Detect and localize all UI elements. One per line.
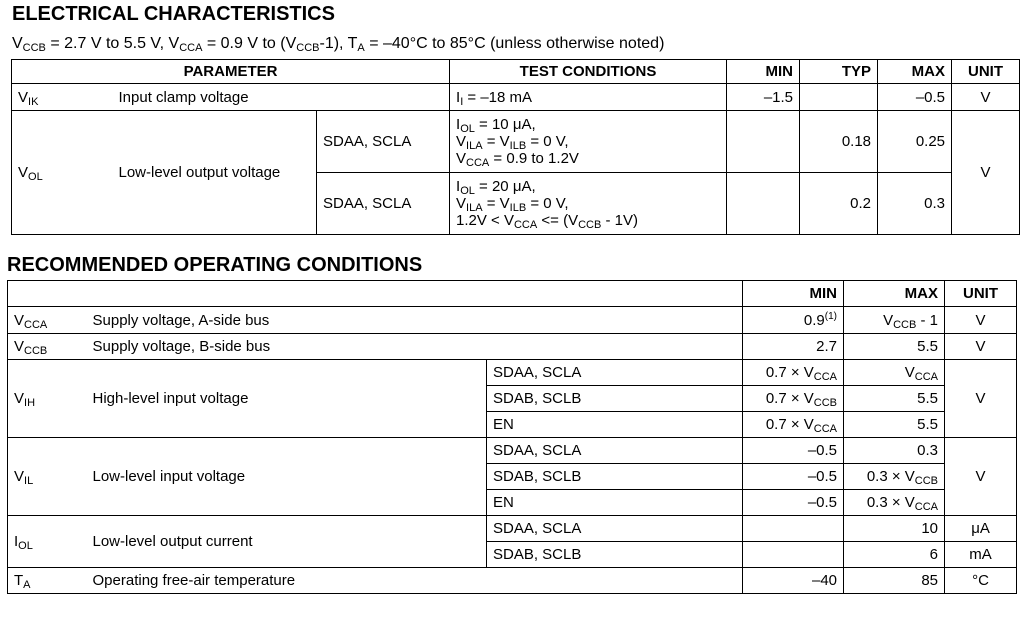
symbol-vih: $V_{IH}$ — [8, 360, 87, 438]
pins: SDAA, SCLA — [317, 173, 450, 235]
footnote-ref: (1) — [824, 310, 838, 322]
min-header: MIN — [727, 60, 800, 84]
min-value: –0.5 — [743, 464, 844, 490]
unit-value: V — [945, 438, 1017, 516]
max-value: 5.5 — [844, 334, 945, 360]
typ-value — [800, 84, 878, 111]
symbol-vik: $V_{IK}$ — [12, 84, 113, 111]
min-header: MIN — [743, 281, 844, 307]
min-value: 2.7 — [743, 334, 844, 360]
description: Low-level output voltage — [113, 111, 317, 235]
table-row-vih-1 — [8, 360, 1017, 386]
pins: EN — [487, 412, 743, 438]
table-row-vik — [12, 84, 1020, 111]
description: High-level input voltage — [87, 360, 487, 438]
typ-header: TYP — [800, 60, 878, 84]
pins: SDAB, SCLB — [487, 542, 743, 568]
pins: SDAB, SCLB — [487, 386, 743, 412]
test-condition: $I_{OL} = 20$ μA, $V_{ILA} = V_{ILB} = 0$ V, $1.2V < V_{CCA} <= (V_{CCB} - 1V)$ — [450, 173, 727, 235]
electrical-characteristics-title: ELECTRICAL CHARACTERISTICS — [12, 3, 335, 25]
symbol-iol: $I_{OL}$ — [8, 516, 87, 568]
test-condition: $I_I = -18$ mA — [450, 84, 727, 111]
header-row — [8, 281, 1017, 307]
table-row-iol-1 — [8, 516, 1017, 542]
min-value: $0.7 \times V_{CCB}$ — [743, 386, 844, 412]
typ-value: 0.2 — [800, 173, 878, 235]
unit-header: UNIT — [945, 281, 1017, 307]
table-row-vcca — [8, 307, 1017, 334]
unit-value: mA — [945, 542, 1017, 568]
min-value: –0.5 — [743, 438, 844, 464]
min-value: $0.7 \times V_{CCA}$ — [743, 412, 844, 438]
recommended-operating-conditions-table — [7, 280, 1017, 594]
max-header: MAX — [844, 281, 945, 307]
min-value: $0.7 \times V_{CCA}$ — [743, 360, 844, 386]
unit-value: V — [945, 334, 1017, 360]
max-value: 5.5 — [844, 412, 945, 438]
description: Low-level input voltage — [87, 438, 487, 516]
min-value — [743, 516, 844, 542]
max-value: 10 — [844, 516, 945, 542]
pins: EN — [487, 490, 743, 516]
table-row-vil-1 — [8, 438, 1017, 464]
max-value: –0.5 — [878, 84, 952, 111]
unit-value: μA — [945, 516, 1017, 542]
min-value: –0.5 — [743, 490, 844, 516]
test-conditions-note: $V_{CCB} = 2.7$ V to 5.5 V, $V_{CCA} = 0.9$ V to $(V_{CCB}-1)$, $T_A = -40^\circ C$ to 85°C (unless otherwise noted) — [12, 35, 665, 54]
unit-value: V — [945, 307, 1017, 334]
max-value: $V_{CCB} - 1$ — [844, 307, 945, 334]
table-row-ta — [8, 568, 1017, 594]
pins: SDAA, SCLA — [487, 438, 743, 464]
description: Supply voltage, A-side bus — [87, 307, 743, 334]
symbol-vil: $V_{IL}$ — [8, 438, 87, 516]
max-value: $V_{CCA}$ — [844, 360, 945, 386]
pins: SDAB, SCLB — [487, 464, 743, 490]
min-value: –1.5 — [727, 84, 800, 111]
max-value: $0.3 \times V_{CCA}$ — [844, 490, 945, 516]
max-value: 6 — [844, 542, 945, 568]
test-condition: $I_{OL} = 10$ μA, $V_{ILA} = V_{ILB} = 0$ V, $V_{CCA} = 0.9$ to 1.2V — [450, 111, 727, 173]
min-value — [727, 111, 800, 173]
recommended-operating-conditions-title: RECOMMENDED OPERATING CONDITIONS — [7, 254, 423, 276]
symbol-vccb: $V_{CCB}$ — [8, 334, 87, 360]
parameter-header: PARAMETER — [12, 60, 450, 84]
symbol-vcca: $V_{CCA}$ — [8, 307, 87, 334]
min-value — [727, 173, 800, 235]
pins: SDAA, SCLA — [487, 360, 743, 386]
description: Input clamp voltage — [113, 84, 450, 111]
max-value: $0.3 \times V_{CCB}$ — [844, 464, 945, 490]
max-header: MAX — [878, 60, 952, 84]
header-row — [12, 60, 1020, 84]
unit-value: V — [952, 111, 1020, 235]
unit-value: V — [952, 84, 1020, 111]
max-value: 5.5 — [844, 386, 945, 412]
max-value: 0.3 — [878, 173, 952, 235]
min-value: –40 — [743, 568, 844, 594]
max-value: 0.3 — [844, 438, 945, 464]
pins: SDAA, SCLA — [487, 516, 743, 542]
electrical-characteristics-table — [11, 59, 1020, 235]
typ-value: 0.18 — [800, 111, 878, 173]
unit-value: V — [945, 360, 1017, 438]
pins: SDAA, SCLA — [317, 111, 450, 173]
max-value: 0.25 — [878, 111, 952, 173]
test-conditions-header: TEST CONDITIONS — [450, 60, 727, 84]
max-value: 85 — [844, 568, 945, 594]
symbol-ta: $T_A$ — [8, 568, 87, 594]
min-value — [743, 542, 844, 568]
symbol-vol: $V_{OL}$ — [12, 111, 113, 235]
description: Operating free-air temperature — [87, 568, 743, 594]
description: Supply voltage, B-side bus — [87, 334, 743, 360]
unit-value: °C — [945, 568, 1017, 594]
unit-header: UNIT — [952, 60, 1020, 84]
min-value: 0.9$^{(1)}$ — [743, 307, 844, 334]
description: Low-level output current — [87, 516, 487, 568]
table-row-vol-1 — [12, 111, 1020, 173]
table-row-vccb — [8, 334, 1017, 360]
